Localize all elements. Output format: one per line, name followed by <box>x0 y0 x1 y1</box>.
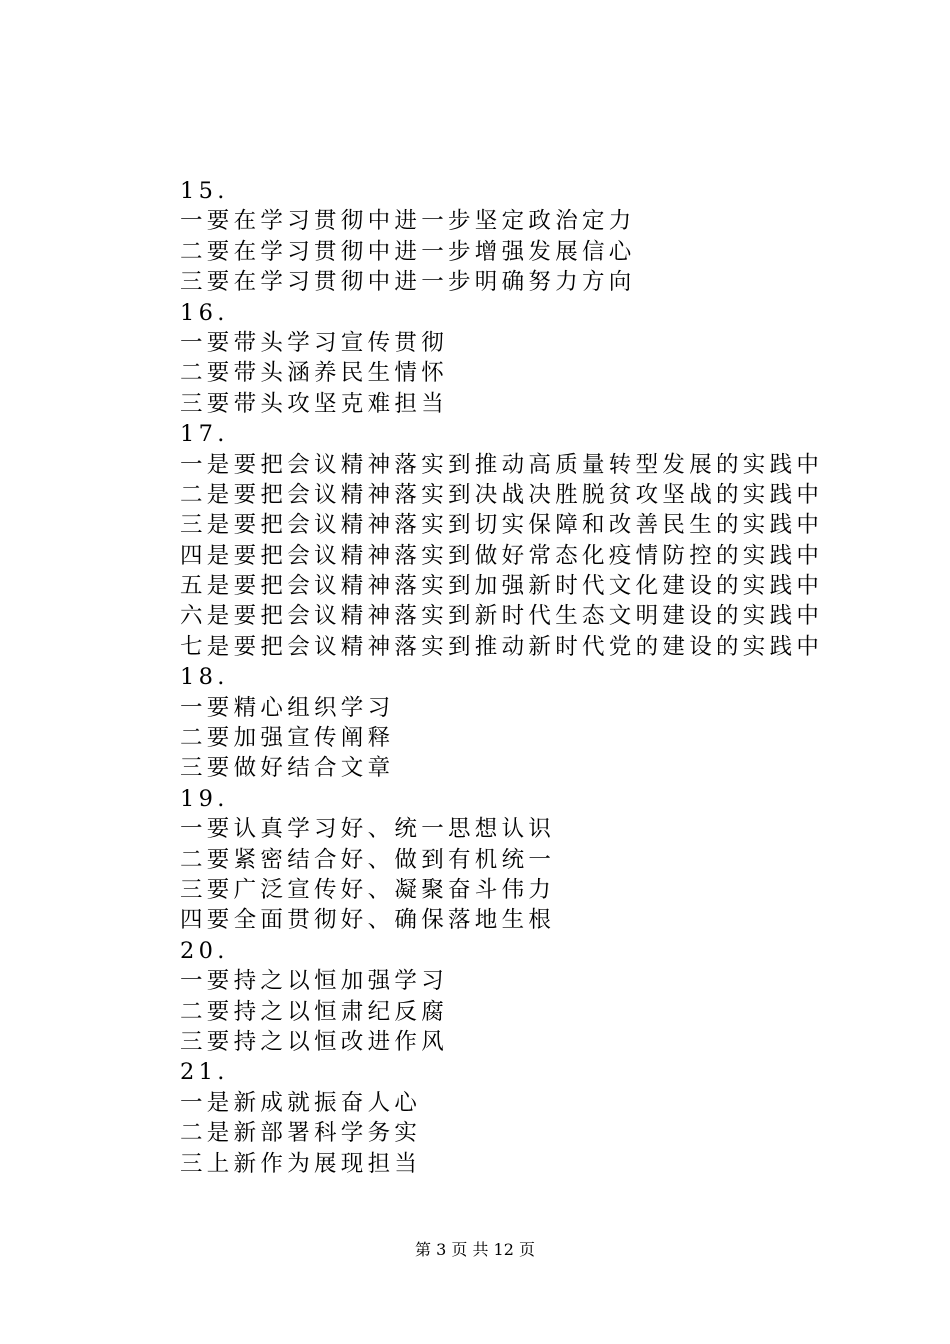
document-body <box>180 176 840 1179</box>
text-line: 三是要把会议精神落实到切实保障和改善民生的实践中 <box>180 512 824 539</box>
text-line: 二要持之以恒肃纪反腐 <box>180 998 449 1025</box>
text-line: 四要全面贯彻好、确保落地生根 <box>180 907 556 934</box>
text-line: 二要加强宣传阐释 <box>180 725 395 752</box>
section-number: 18. <box>180 664 229 691</box>
text-line: 三要在学习贯彻中进一步明确努力方向 <box>180 269 636 296</box>
text-line: 三上新作为展现担当 <box>180 1150 422 1177</box>
text-line: 三要广泛宣传好、凝聚奋斗伟力 <box>180 876 556 903</box>
text-line: 二要带头涵养民生情怀 <box>180 360 449 387</box>
text-line: 六是要把会议精神落实到新时代生态文明建设的实践中 <box>180 603 824 630</box>
text-line: 二是要把会议精神落实到决战决胜脱贫攻坚战的实践中 <box>180 481 824 508</box>
page-footer: 第 3 页 共 12 页 <box>415 1240 535 1259</box>
text-line: 二是新部署科学务实 <box>180 1120 422 1147</box>
text-line: 四是要把会议精神落实到做好常态化疫情防控的实践中 <box>180 542 824 569</box>
text-line: 三要持之以恒改进作风 <box>180 1028 449 1055</box>
text-line: 三要带头攻坚克难担当 <box>180 390 449 417</box>
text-line: 一是要把会议精神落实到推动高质量转型发展的实践中 <box>180 451 824 478</box>
text-line: 三要做好结合文章 <box>180 755 395 782</box>
section-number: 20. <box>180 937 229 964</box>
text-line: 一要带头学习宣传贯彻 <box>180 329 449 356</box>
section-number: 21. <box>180 1059 229 1086</box>
text-line: 一要精心组织学习 <box>180 694 395 721</box>
text-line: 一要在学习贯彻中进一步坚定政治定力 <box>180 208 636 235</box>
section-number: 15. <box>180 178 229 204</box>
text-line: 五是要把会议精神落实到加强新时代文化建设的实践中 <box>180 573 824 600</box>
text-line: 二要紧密结合好、做到有机统一 <box>180 846 556 873</box>
section-number: 16. <box>180 299 229 326</box>
section-number: 19. <box>180 785 229 812</box>
text-line: 一是新成就振奋人心 <box>180 1089 422 1116</box>
section-number: 17. <box>180 421 229 448</box>
text-line: 一要认真学习好、统一思想认识 <box>180 816 556 843</box>
text-line: 二要在学习贯彻中进一步增强发展信心 <box>180 238 636 265</box>
text-line: 七是要把会议精神落实到推动新时代党的建设的实践中 <box>180 633 824 660</box>
text-line: 一要持之以恒加强学习 <box>180 968 449 995</box>
